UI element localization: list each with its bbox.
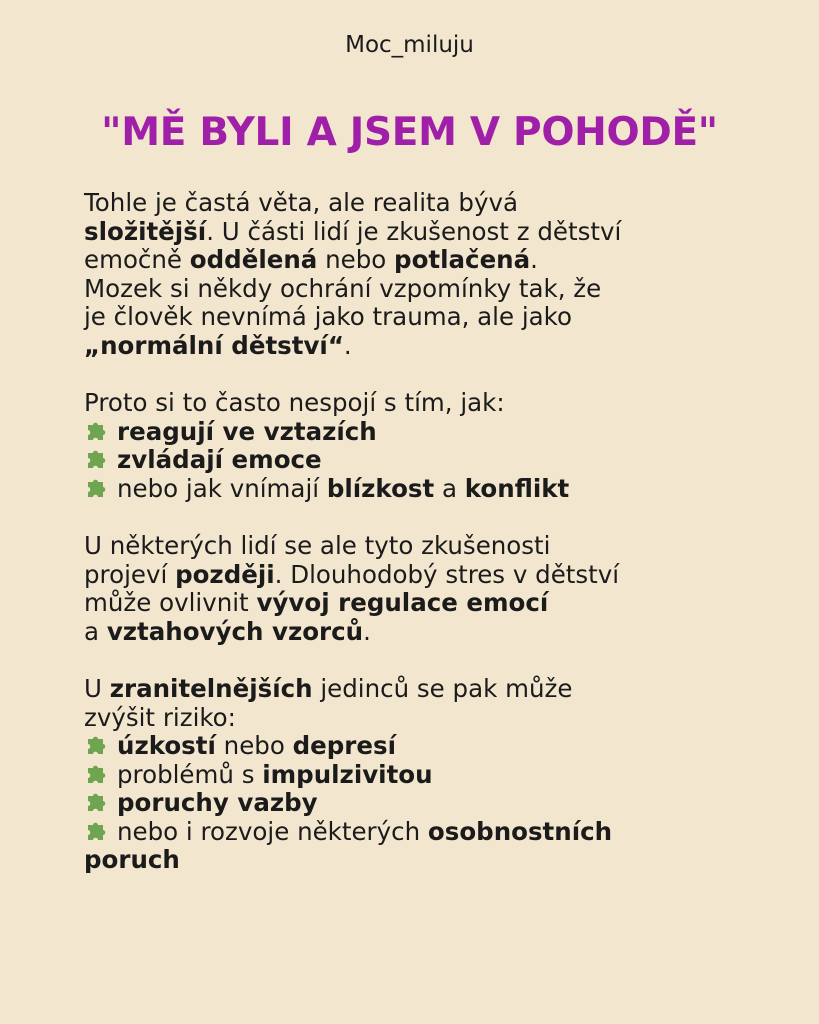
author-handle: Moc_miluju [345, 32, 474, 58]
intro-line: „normální dětství“. [84, 330, 352, 360]
intro-paragraph [84, 189, 744, 360]
puzzle-piece-icon [84, 734, 110, 758]
intro-line: Mozek si někdy ochrání vzpomínky tak, že [84, 273, 602, 303]
list-item: nebo i rozvoje některých osobnostních [84, 818, 744, 847]
section2-lead: Proto si to často nespojí s tím, jak: [84, 388, 505, 417]
list-item: úzkostí nebo depresí [84, 732, 744, 761]
puzzle-piece-icon [84, 763, 110, 787]
puzzle-piece-icon [84, 448, 110, 472]
page-title: "MĚ BYLI A JSEM V POHODĚ" [101, 110, 718, 155]
list-item: zvládají emoce [84, 446, 744, 475]
intro-line: emočně oddělená nebo potlačená. [84, 245, 538, 274]
list-item: poruchy vazby [84, 789, 744, 818]
section2-list [84, 418, 744, 504]
post-content [84, 189, 744, 904]
section4-lead: U zranitelnějších jedinců se pak může zvýšit riziko: [84, 674, 573, 732]
puzzle-piece-icon [84, 420, 110, 444]
list-item-continuation: poruch [84, 845, 180, 874]
section3-paragraph: U některých lidí se ale tyto zkušenosti projeví později. Dlouhodobý stres v dětství může ovlivnit vývoj regulace emocí a vztahových vzorců. [84, 531, 620, 646]
intro-line: Tohle je častá věta, ale realita bývá [84, 188, 518, 217]
list-item: reagují ve vztazích [84, 418, 744, 447]
list-item: nebo jak vnímají blízkost a konflikt [84, 475, 744, 504]
section4-list [84, 732, 744, 875]
intro-line: složitější. U části lidí je zkušenost z dětství [84, 216, 622, 246]
puzzle-piece-icon [84, 791, 110, 815]
puzzle-piece-icon [84, 820, 110, 844]
list-item: problémů s impulzivitou [84, 761, 744, 790]
intro-line: je člověk nevnímá jako trauma, ale jako [84, 302, 572, 331]
puzzle-piece-icon [84, 477, 110, 501]
